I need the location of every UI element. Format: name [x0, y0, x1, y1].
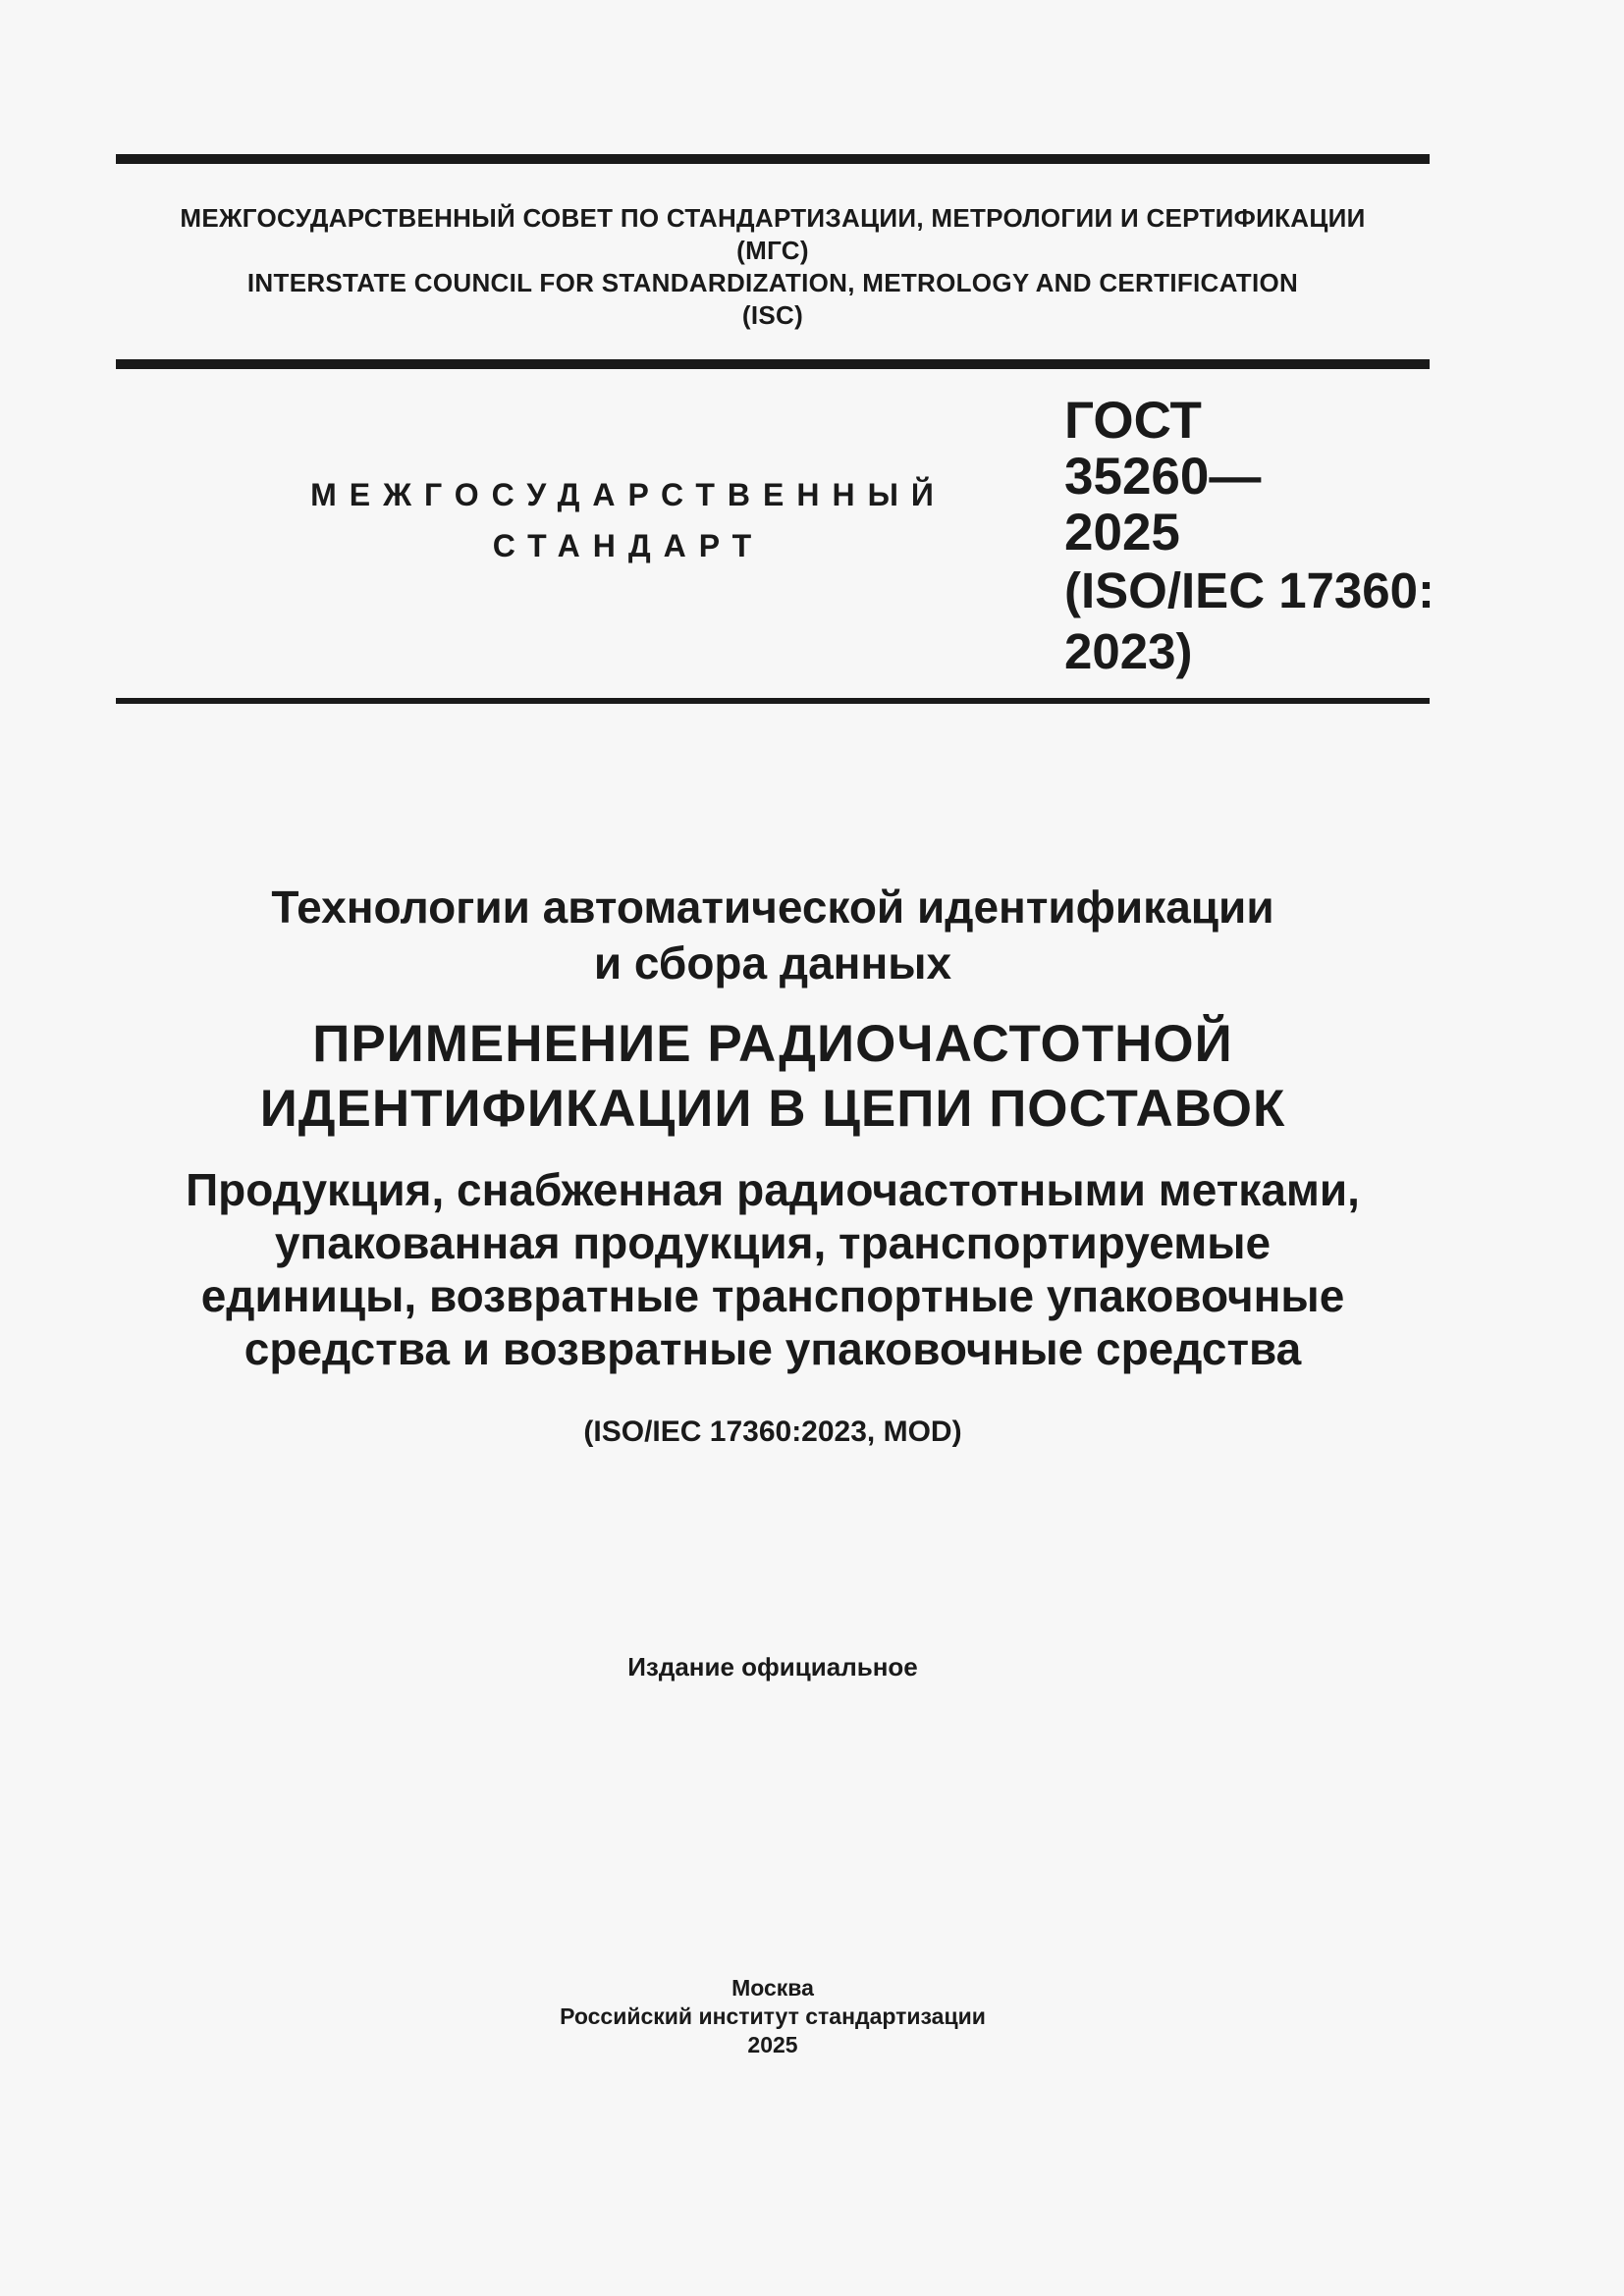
council-abbr-en: (ISC)	[741, 300, 804, 330]
council-name-en: INTERSTATE COUNCIL FOR STANDARDIZATION, METROLOGY AND CERTIFICATION	[246, 268, 1299, 297]
standard-kind-line2: СТАНДАРТ	[492, 528, 765, 563]
title-reference: (ISO/IEC 17360:2023, MOD)	[583, 1415, 962, 1448]
designation-line4: (ISO/IEC 17360:	[1064, 562, 1435, 618]
top-rule	[116, 154, 1430, 164]
publisher-block	[116, 1974, 1430, 2059]
title-sub-line3: единицы, возвратные транспортные упаковочные	[200, 1270, 1345, 1321]
title-general-line1: Технологии автоматической идентификации	[271, 881, 1274, 933]
title-sub-line1: Продукция, снабженная радиочастотными метками,	[186, 1164, 1360, 1215]
designation-line2: 35260—	[1064, 448, 1262, 506]
title-sub-line4: средства и возвратные упаковочные средства	[244, 1323, 1302, 1374]
title-sub	[116, 1163, 1430, 1375]
title-main-line1: ПРИМЕНЕНИЕ РАДИОЧАСТОТНОЙ	[312, 1015, 1233, 1073]
standard-kind-line1: МЕЖГОСУДАРСТВЕННЫЙ	[310, 477, 947, 512]
title-general-line2: и сбора данных	[593, 937, 952, 988]
publisher-year: 2025	[747, 2032, 798, 2057]
standard-kind	[295, 469, 962, 571]
council-header	[116, 202, 1430, 332]
designation-line1: ГОСТ	[1064, 392, 1202, 450]
edition-label: Издание официальное	[627, 1652, 918, 1682]
council-name-ru: МЕЖГОСУДАРСТВЕННЫЙ СОВЕТ ПО СТАНДАРТИЗАЦИИ, МЕТРОЛОГИИ И СЕРТИФИКАЦИИ	[180, 203, 1366, 233]
bottom-rule	[116, 698, 1430, 704]
title-main-line2: ИДЕНТИФИКАЦИИ В ЦЕПИ ПОСТАВОК	[259, 1080, 1286, 1138]
standard-designation	[1064, 392, 1435, 682]
middle-rule	[116, 359, 1430, 369]
publisher-city: Москва	[731, 1975, 814, 2001]
designation-line5: 2023)	[1064, 623, 1193, 679]
title-sub-line2: упакованная продукция, транспортируемые	[274, 1217, 1272, 1268]
title-main	[116, 1012, 1430, 1142]
publisher-organization: Российский институт стандартизации	[560, 2003, 986, 2029]
council-abbr-ru: (МГС)	[736, 236, 809, 265]
document-title	[116, 880, 1430, 1450]
designation-line3: 2025	[1064, 504, 1180, 561]
title-general	[116, 880, 1430, 991]
